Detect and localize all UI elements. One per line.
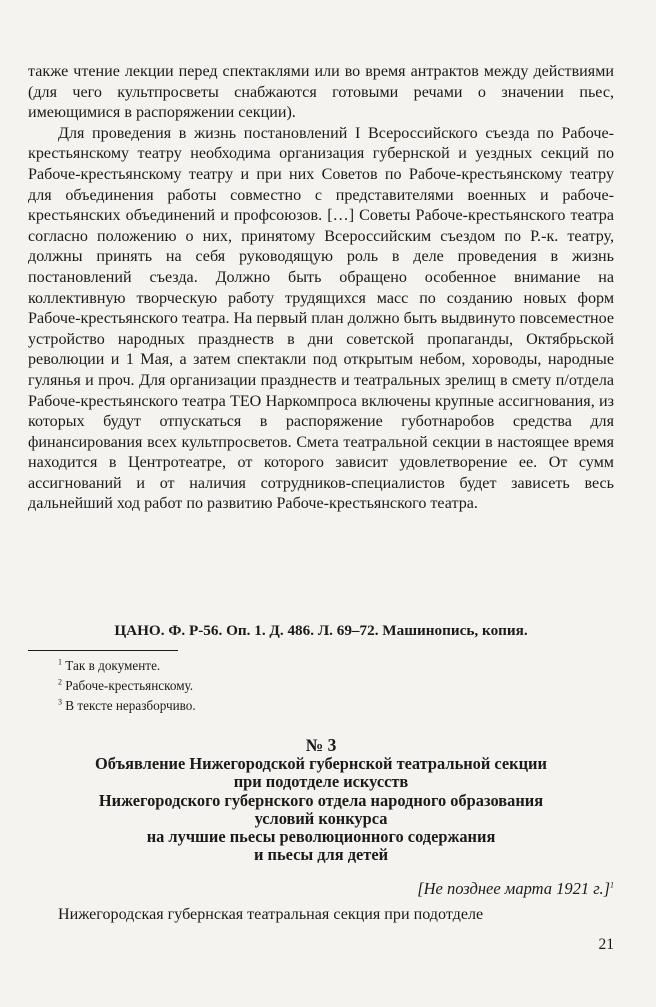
body-text <box>28 62 614 515</box>
document-number: № 3 <box>305 735 337 755</box>
footnote-3 <box>58 696 598 716</box>
title-line: Объявление Нижегородской губернской театральной секции <box>95 754 547 773</box>
footnote-1 <box>58 656 598 676</box>
date-footnote-marker: 1 <box>610 880 614 890</box>
footnote-marker: 1 <box>58 657 62 667</box>
date-text: [Не позднее марта 1921 г.] <box>417 879 610 898</box>
footnote-text: В тексте неразборчиво. <box>65 698 196 713</box>
title-line: при подотделе искусств <box>233 772 409 792</box>
footnote-text: Так в документе. <box>65 658 161 673</box>
title-line: и пьесы для детей <box>253 845 389 865</box>
document-date <box>417 878 614 900</box>
footnote-text: Рабоче-крестьянскому. <box>65 678 194 693</box>
document-lead-text: Нижегородская губернская театральная секция при подотделе <box>58 906 484 923</box>
paragraph-main: Для проведения в жизнь постановлений I Всероссийского съезда по Рабоче-крестьянскому театру необходима организация губернской и уездных секций по Рабоче-крестьянскому театру и при них Советов по Рабоче-крестьянскому театру для объединения работы совместно с представителями военных и рабоче-крестьянских объединений и профсоюзов. […] Советы Рабоче-крестьянского театра согласно положению о них, принятому Всероссийским съездом по Р.-к. театру, должны принять на себя руководящую роль в деле проведения в жизнь постановлений съезда. Должно быть обращено особенное внимание на коллективную творческую работу трудящихся масс по созданию новых форм Рабоче-крестьянского театра. На первый план должно быть выдвинуто повсеместное устройство народных празднеств в дни советской пропаганды, Октябрьской революции и 1 Мая, а затем спектакли под открытым небом, хороводы, народные гулянья и проч. Для организации празднеств и театральных зрелищ в смету п/отдела Рабоче-крестьянского театра ТЕО Наркомпроса включены крупные ассигнования, из которых будут отпускаться в распоряжение губотнаробов средства для финансирования всех культпросветов. Смета театральной секции в настоящее время находится в Центротеатре, от которого зависит удовлетворение ее. От сумм ассигнований и от наличия сотрудников-специалистов будет зависеть весь дальнейший ход работ по развитию Рабоче-крестьянского театра. <box>28 124 614 513</box>
footnotes <box>58 656 598 716</box>
document-title <box>28 755 614 865</box>
archive-source: ЦАНО. Ф. Р-56. Оп. 1. Д. 486. Л. 69–72. Машинопись, копия. <box>114 622 528 639</box>
footnote-2 <box>58 676 598 696</box>
footnote-marker: 2 <box>58 677 62 687</box>
paragraph-continuation: также чтение лекции перед спектаклями или во время антрактов между действиями (для чего культпросветы снабжаются готовыми речами о значении пьес, имеющимися в распоряжении секции). <box>28 63 614 122</box>
page-number: 21 <box>598 936 614 953</box>
footnote-divider <box>28 650 178 651</box>
footnote-marker: 3 <box>58 697 62 707</box>
title-line: условий конкурса <box>254 808 388 828</box>
title-line: Нижегородского губернского отдела народного образования <box>98 790 544 810</box>
title-line: на лучшие пьесы революционного содержания <box>146 827 496 847</box>
